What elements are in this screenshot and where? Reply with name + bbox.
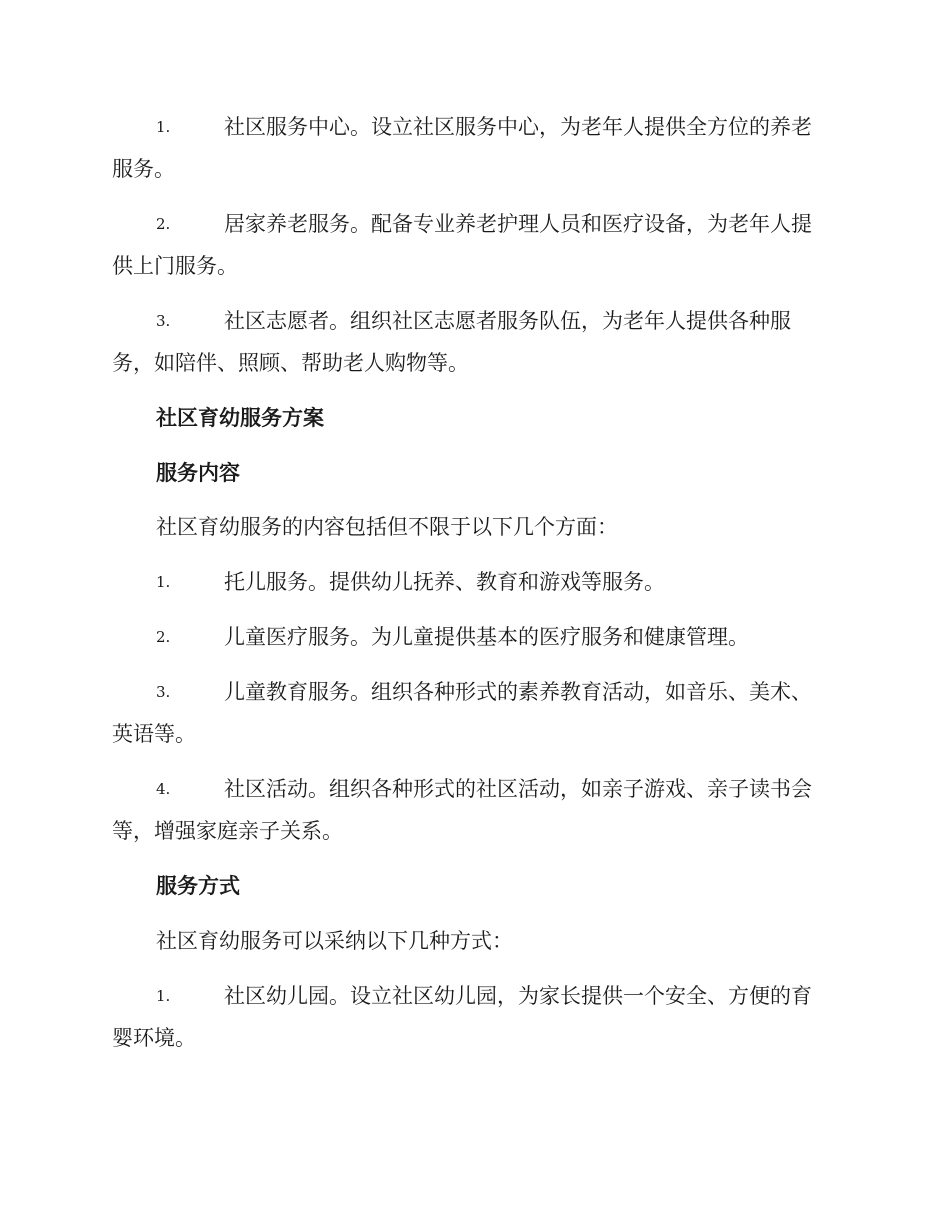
list-item-text: 居家养老服务。配备专业养老护理人员和医疗设备，为老年人提	[224, 212, 812, 236]
method-intro: 社区育幼服务可以采纳以下几种方式：	[156, 929, 513, 953]
list-number: 1.	[156, 118, 171, 136]
list-item-continuation: 服务。	[112, 157, 175, 181]
list-number: 1.	[156, 573, 171, 591]
list-item-continuation: 婴环境。	[112, 1026, 196, 1050]
content-heading: 服务内容	[156, 460, 240, 485]
list-number: 2.	[156, 628, 171, 646]
content-intro: 社区育幼服务的内容包括但不限于以下几个方面：	[156, 515, 618, 539]
list-item-text: 社区活动。组织各种形式的社区活动，如亲子游戏、亲子读书会	[224, 777, 812, 801]
list-number: 1.	[156, 987, 171, 1005]
section-title: 社区育幼服务方案	[156, 405, 324, 430]
list-item-text: 社区幼儿园。设立社区幼儿园，为家长提供一个安全、方便的育	[224, 984, 812, 1008]
list-number: 3.	[156, 312, 171, 330]
list-item-continuation: 英语等。	[112, 722, 196, 746]
list-item-text: 社区志愿者。组织社区志愿者服务队伍，为老年人提供各种服	[224, 309, 791, 333]
list-item-text: 儿童教育服务。组织各种形式的素养教育活动，如音乐、美术、	[224, 680, 812, 704]
list-item-continuation: 供上门服务。	[112, 254, 238, 278]
list-item-text: 托儿服务。提供幼儿抚养、教育和游戏等服务。	[224, 570, 665, 594]
list-number: 4.	[156, 780, 171, 798]
list-number: 3.	[156, 683, 171, 701]
list-item-text: 儿童医疗服务。为儿童提供基本的医疗服务和健康管理。	[224, 625, 749, 649]
list-item-continuation: 等，增强家庭亲子关系。	[112, 819, 343, 843]
list-number: 2.	[156, 215, 171, 233]
method-heading: 服务方式	[156, 873, 240, 898]
list-item-text: 社区服务中心。设立社区服务中心，为老年人提供全方位的养老	[224, 115, 812, 139]
list-item-continuation: 务，如陪伴、照顾、帮助老人购物等。	[112, 351, 469, 375]
